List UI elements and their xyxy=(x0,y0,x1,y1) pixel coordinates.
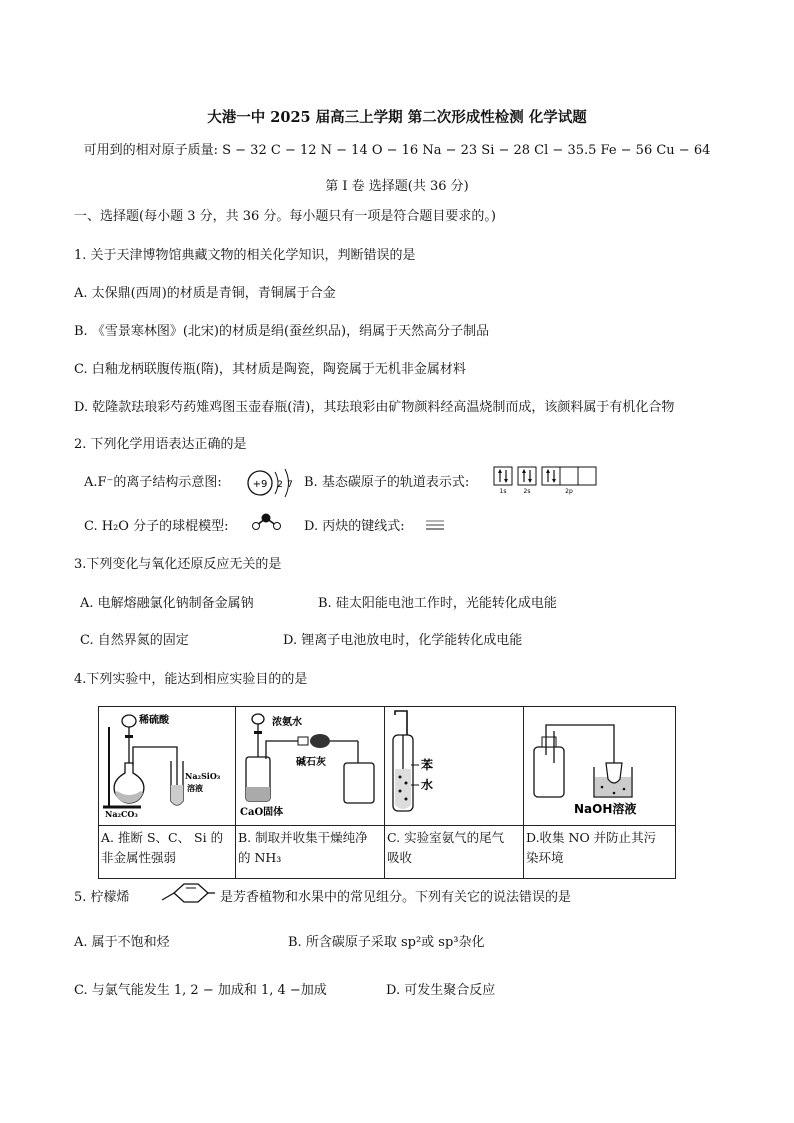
apparatus-a-cell xyxy=(99,707,236,826)
label-benzene: 苯 xyxy=(421,758,434,772)
instructions: 一、选择题(每小题 3 分，共 36 分。每小题只有一项是符合题目要求的。) xyxy=(74,209,496,224)
q1-stem: 1. 关于天津博物馆典藏文物的相关化学知识，判断错误的是 xyxy=(74,248,416,263)
water-ball-stick-model xyxy=(250,512,284,532)
experiment-table xyxy=(98,706,676,879)
label-conc-ammonia: 浓氨水 xyxy=(272,717,302,728)
q1-option-d: D. 乾隆款珐琅彩芍药雉鸡图玉壶春瓶(清)，其珐琅彩由矿物颜料经高温烧制而成，该颜料属于有机化合物 xyxy=(74,400,675,415)
option-b-caption xyxy=(236,826,385,879)
svg-text:1s: 1s xyxy=(499,488,507,495)
label-sodium-carbonate: Na₂CO₃ xyxy=(105,809,138,819)
label-cao-solid: CaO固体 xyxy=(240,807,284,818)
q2-stem: 2. 下列化学用语表达正确的是 xyxy=(74,437,247,452)
option-c-line1: C. 实验室氨气的尾气 xyxy=(387,830,505,845)
q3-stem: 3.下列变化与氧化还原反应无关的是 xyxy=(74,557,282,572)
label-naoh-solution: NaOH溶液 xyxy=(574,802,637,816)
option-b-line2: 的 NH₃ xyxy=(238,850,282,865)
apparatus-b-diagram xyxy=(236,707,385,819)
option-d-line1: D.收集 NO 并防止其污 xyxy=(526,830,657,845)
svg-text:7: 7 xyxy=(287,480,293,490)
q1-option-a: A. 太保鼎(西周)的材质是青铜，青铜属于合金 xyxy=(74,286,336,301)
label-solution: 溶液 xyxy=(187,783,203,793)
q3-option-b: B. 硅太阳能电池工作时，光能转化成电能 xyxy=(318,596,557,611)
apparatus-a-diagram xyxy=(99,707,236,819)
q1-option-b: B. 《雪景寒林图》(北宋)的材质是绢(蚕丝织品)，绢属于天然高分子制品 xyxy=(74,324,490,339)
limonene-structure xyxy=(160,880,216,906)
q2-option-b: B. 基态碳原子的轨道表示式: xyxy=(304,475,470,490)
q5-stem-pre: 5. 柠檬烯 xyxy=(74,890,130,905)
apparatus-c-cell xyxy=(385,707,524,826)
svg-text:2s: 2s xyxy=(523,488,531,495)
q5-option-c: C. 与氯气能发生 1, 2 − 加成和 1, 4 −加成 xyxy=(74,983,327,998)
q4-stem: 4.下列实验中，能达到相应实验目的的是 xyxy=(74,672,308,687)
option-a-line1: A. 推断 S、C、 Si 的 xyxy=(101,830,224,845)
option-c-caption xyxy=(385,826,524,879)
apparatus-c-diagram xyxy=(385,707,524,819)
carbon-orbital-diagram xyxy=(492,465,612,495)
label-water: 水 xyxy=(421,778,434,792)
propyne-skeletal-formula xyxy=(424,518,448,532)
q3-option-c: C. 自然界氮的固定 xyxy=(80,633,189,648)
label-sodium-silicate: Na₂SiO₃ xyxy=(185,771,221,781)
option-a-caption xyxy=(99,826,236,879)
apparatus-d-diagram xyxy=(524,707,676,819)
fluoride-ion-diagram xyxy=(244,466,296,500)
option-a-line2: 非金属性强弱 xyxy=(101,850,177,865)
q5-option-b: B. 所含碳原子采取 sp²或 sp³杂化 xyxy=(288,935,485,950)
q5-stem-post: 是芳香植物和水果中的常见组分。下列有关它的说法错误的是 xyxy=(220,890,572,905)
option-d-line2: 染环境 xyxy=(526,850,564,865)
apparatus-b-cell xyxy=(236,707,385,826)
q5-option-a: A. 属于不饱和烃 xyxy=(74,935,170,950)
option-d-caption xyxy=(524,826,676,879)
exam-title: 大港一中 2025 届高三上学期 第二次形成性检测 化学试题 xyxy=(207,109,587,126)
nucleus-charge: +9 xyxy=(252,479,268,490)
q3-option-d: D. 锂离子电池放电时，化学能转化成电能 xyxy=(283,633,523,648)
q2-option-c: C. H₂O 分子的球棍模型: xyxy=(84,519,229,534)
label-soda-lime: 碱石灰 xyxy=(296,757,326,768)
section-heading: 第 Ⅰ 卷 选择题(共 36 分) xyxy=(325,179,469,194)
svg-text:2: 2 xyxy=(277,480,283,490)
q5-option-d: D. 可发生聚合反应 xyxy=(386,983,496,998)
q2-option-a: A.F⁻的离子结构示意图: xyxy=(84,475,222,490)
q2-option-d: D. 丙炔的键线式: xyxy=(304,519,405,534)
q1-option-c: C. 白釉龙柄联腹传瓶(隋)，其材质是陶瓷，陶瓷属于无机非金属材料 xyxy=(74,362,466,377)
option-b-line1: B. 制取并收集干燥纯净 xyxy=(238,830,368,845)
apparatus-d-cell xyxy=(524,707,676,826)
atomic-masses: 可用到的相对原子质量: S − 32 C − 12 N − 14 O − 16 Na − 23 Si − 28 Cl − 35.5 Fe − 56 Cu − 64 xyxy=(83,143,711,158)
label-dilute-sulfuric-acid: 稀硫酸 xyxy=(139,715,169,726)
q3-option-a: A. 电解熔融氯化钠制备金属钠 xyxy=(80,596,254,611)
option-c-line2: 吸收 xyxy=(387,850,413,865)
svg-text:2p: 2p xyxy=(565,488,573,495)
